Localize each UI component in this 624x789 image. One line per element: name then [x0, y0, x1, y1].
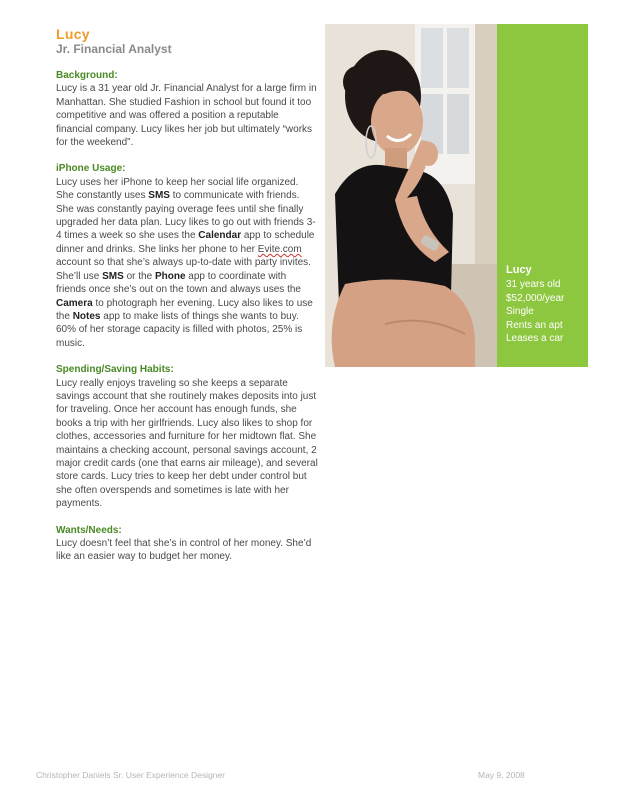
sms-app-name: SMS — [102, 270, 124, 282]
evite-link-text: Evite.com — [257, 243, 302, 255]
iphone-text-part: or the — [123, 270, 155, 282]
iphone-text-part: to photograph her evening. Lucy also likes to use the — [56, 297, 313, 322]
spending-heading: Spending/Saving Habits: — [56, 364, 174, 376]
iphone-text-part: app to make lists of things she wants to buy. 60% of her storage capacity is filled with photos, 25% is music. — [56, 310, 303, 349]
calendar-app-name: Calendar — [198, 230, 242, 242]
phone-app-name: Phone — [154, 270, 186, 282]
iphone-text-part: Lucy uses her iPhone to keep her social life organized. She constantly uses — [56, 176, 299, 202]
wants-section — [56, 524, 318, 564]
summary-fact: 31 years old — [506, 279, 561, 291]
iphone-text-part: to communicate with friends. She was constantly paying overage fees until she finally upgraded her data plan. Lucy likes to go out with friends 3-4 times a week so she uses the — [56, 190, 316, 242]
spending-section — [56, 363, 318, 510]
summary-fact: Leases a car — [506, 333, 564, 345]
summary-fact: Rents an apt — [506, 319, 563, 331]
summary-fact: Single — [506, 306, 534, 318]
iphone-usage-section — [56, 162, 318, 350]
persona-name: Lucy — [56, 26, 90, 42]
persona-description — [56, 69, 318, 577]
summary-fact: $52,000/year — [506, 292, 565, 304]
iphone-text-part: app to coordinate with friends once she’s out on the town and always uses the — [56, 270, 301, 296]
background-section — [56, 69, 318, 149]
persona-photo — [325, 24, 497, 367]
summary-name: Lucy — [506, 264, 532, 276]
iphone-text-part: app to schedule dinner and drinks. She links her phone to her — [56, 230, 315, 255]
wants-heading: Wants/Needs: — [56, 524, 122, 536]
background-text: Lucy is a 31 year old Jr. Financial Analyst for a large firm in Manhattan. She studied Fashion in school but found it too competitive and was offered a position a reputable financial company. Lucy likes her job but ultimately “works for the weekend”. — [56, 83, 317, 149]
footer-author: Christopher Daniels Sr. User Experience Designer — [36, 770, 225, 780]
persona-summary-panel — [497, 24, 588, 367]
iphone-text-part: account so that she’s always up-to-date with party invites. She’ll use — [56, 257, 311, 282]
background-heading: Background: — [56, 70, 118, 81]
camera-app-name: Camera — [56, 297, 93, 309]
iphone-usage-text — [56, 176, 318, 350]
persona-title: Jr. Financial Analyst — [56, 42, 172, 56]
notes-app-name: Notes — [72, 310, 101, 322]
iphone-usage-heading: iPhone Usage: — [56, 163, 126, 175]
footer-date: May 9, 2008 — [478, 770, 525, 780]
wants-text: Lucy doesn’t feel that she’s in control of her money. She’d like an easier way to budget her money. — [56, 538, 312, 563]
sms-app-name: SMS — [148, 190, 170, 202]
persona-summary — [506, 264, 564, 345]
spending-text: Lucy really enjoys traveling so she keeps a separate savings account that she routinely makes deposits into just for traveling. Once her account has enough funds, she books a trip with her girlfriends. Lucy also likes to shop for clothes, accessories and furniture for her midtown flat. She maintains a checking account, personal savings account, 2 major credit cards (one that earns air mileage), and several store cards. Lucy tries to keep her debt under control but she often overspends and sometimes is late with her payments. — [56, 377, 318, 510]
